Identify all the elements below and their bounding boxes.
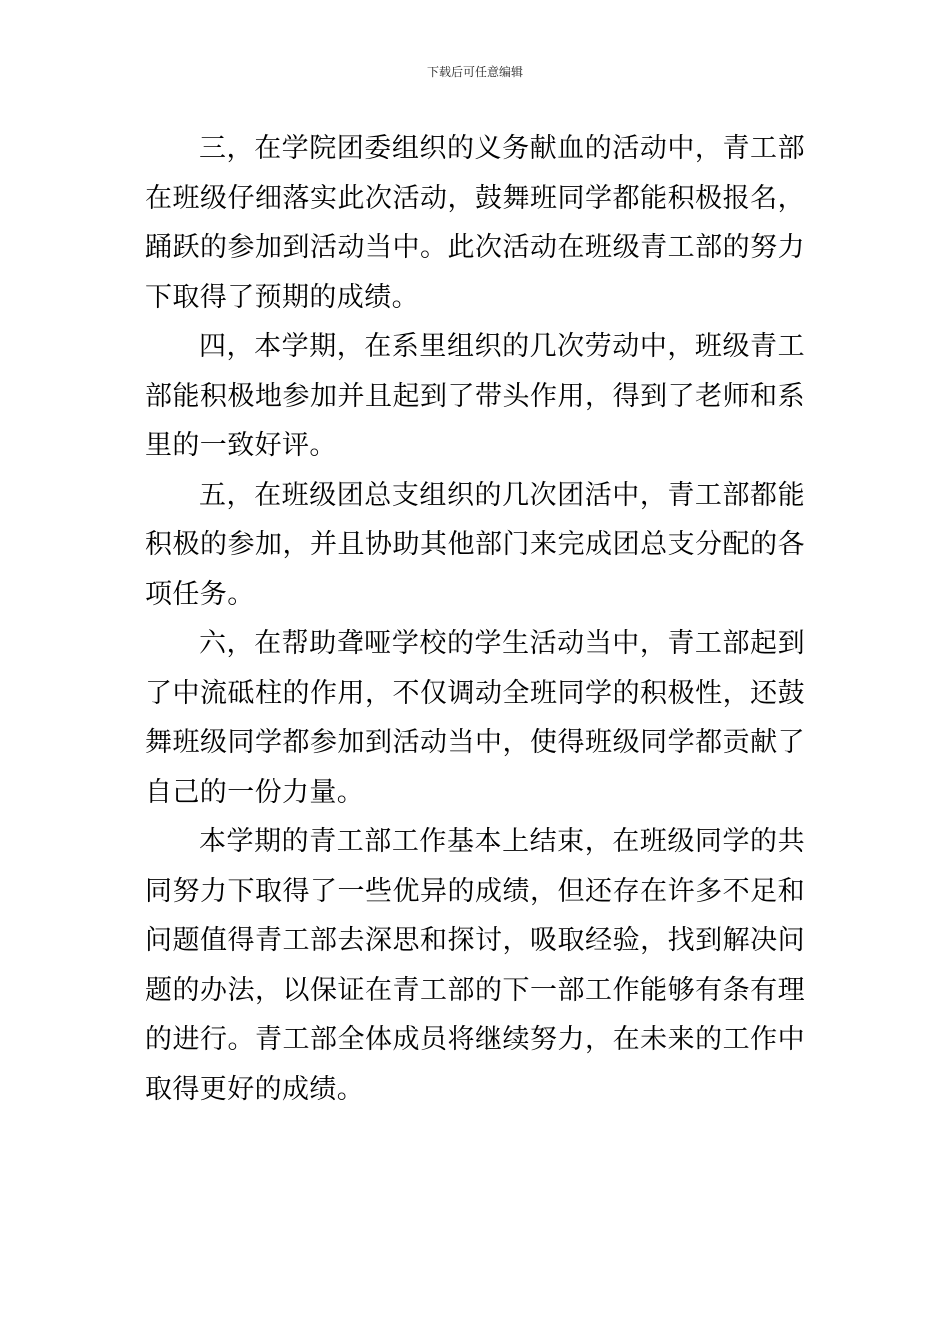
header-note: 下载后可任意编辑 bbox=[426, 65, 523, 79]
paragraph-3: 三，在学院团委组织的义务献血的活动中，青工部在班级仔细落实此次活动，鼓舞班同学都能积极报名，踊跃的参加到活动当中。此次活动在班级青工部的努力下取得了预期的成绩。 bbox=[145, 133, 805, 313]
document-body bbox=[145, 124, 805, 1114]
paragraph-summary: 本学期的青工部工作基本上结束，在班级同学的共同努力下取得了一些优异的成绩，但还存在许多不足和问题值得青工部去深思和探讨，吸取经验，找到解决问题的办法，以保证在青工部的下一部工作能够有条有理的进行。青工部全体成员将继续努力，在未来的工作中取得更好的成绩。 bbox=[145, 826, 805, 1105]
paragraph-4: 四，本学期，在系里组织的几次劳动中，班级青工部能积极地参加并且起到了带头作用，得到了老师和系里的一致好评。 bbox=[145, 331, 805, 461]
paragraph-5: 五，在班级团总支组织的几次团活中，青工部都能积极的参加，并且协助其他部门来完成团总支分配的各项任务。 bbox=[145, 479, 805, 610]
paragraph-6: 六，在帮助聋哑学校的学生活动当中，青工部起到了中流砥柱的作用，不仅调动全班同学的积极性，还鼓舞班级同学都参加到活动当中，使得班级同学都贡献了自己的一份力量。 bbox=[145, 628, 805, 808]
